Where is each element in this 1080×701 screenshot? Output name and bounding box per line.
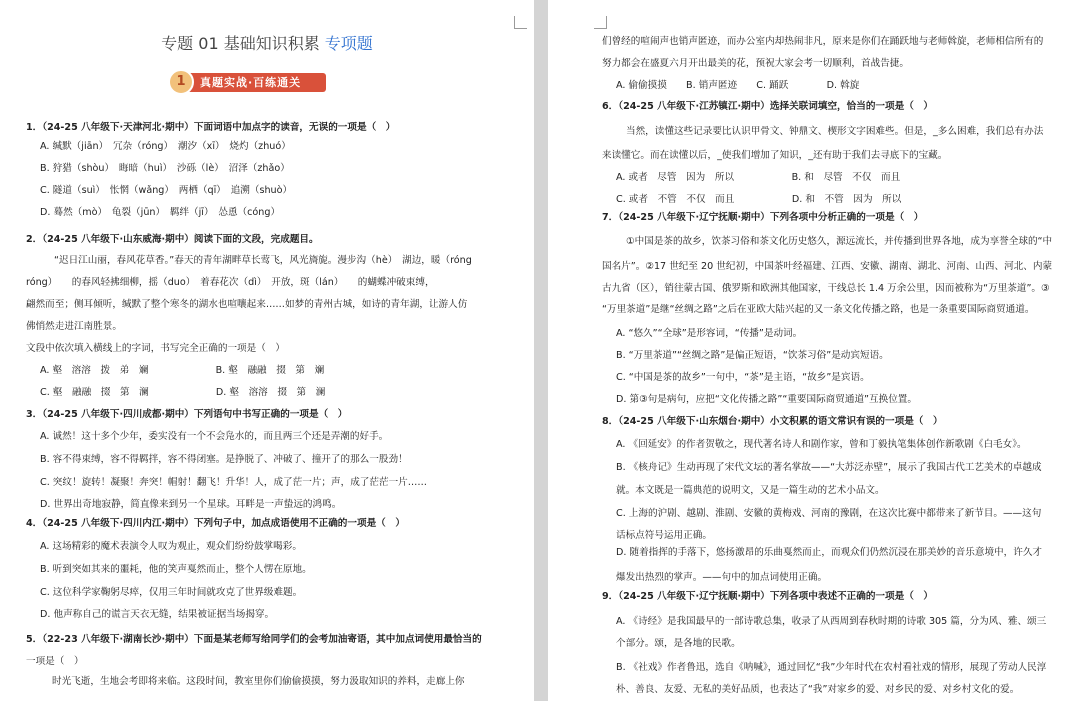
option-line: C. 隧道（suì） 怅惘（wǎng） 两栖（qī） 追溯（shuò） — [40, 185, 293, 196]
question-1: 1．（24-25 八年级下·天津河北·期中）下面词语中加点字的读音，无误的一项是（ ） — [26, 122, 396, 133]
question-2: 2．（24-25 八年级下·山东威海·期中）阅读下面的文段，完成题目。 — [26, 234, 319, 245]
option-line: A. 这场精彩的魔术表演令人叹为观止，观众们纷纷鼓掌喝彩。 — [40, 541, 302, 552]
option-line: A. 《回延安》的作者贺敬之，现代著名诗人和剧作家，曾和丁毅执笔集体创作新歌剧《白毛女》。 — [616, 439, 1027, 450]
right-document-page — [548, 0, 1080, 701]
passage-line: “迟日江山丽，春风花草香。”春天的青年湖畔草长莺飞，风光旖旎。漫步沟（hè） 湖边，暖（róng — [54, 255, 472, 266]
option-line: C. 上海的沪剧、越剧、淮剧、安徽的黄梅戏、河南的豫剧，在这次比赛中都带来了新节目。——这句 — [616, 508, 1042, 519]
passage-line: róng） 的春风轻拂细柳，摇（duo） 着春花次（dì） 开放，斑（lán） 的蝴蝶冲破束缚， — [26, 277, 435, 288]
option-line: B. 听到突如其来的噩耗，他的笑声戛然而止，整个人愣在原地。 — [40, 564, 312, 575]
question-9: 9．（24-25 八年级下·辽宁抚顺·期中）下列各项中表述不正确的一项是（ ） — [602, 591, 933, 602]
passage-line: 们曾经的喧闹声也销声匿迹，而办公室内却热闹非凡，原来是你们在踊跃地与老师斡旋，老师相信所有的 — [602, 36, 1044, 47]
passage-line: 当然，读懂这些记录要比认识甲骨文、钟鼎文、楔形文字困难些。但是，_多么困难，我们总有办法 — [626, 126, 1044, 137]
option-line: B. 容不得束缚，容不得羁拌，容不得闭塞。是挣脱了、冲破了、撞开了的那么一股劲！ — [40, 454, 408, 465]
option-line: D. 世界出奇地寂静，简直像来到另一个星球。耳畔是一声蛰远的鸿鸣。 — [40, 499, 342, 510]
banner-text: 真题实战·百练通关 — [200, 76, 302, 89]
passage-line: 国名片”。②17 世纪至 20 世纪初，中国茶叶经福建、江西、安徽、湖南、湖北、河南、山西、河北、内蒙 — [602, 261, 1053, 272]
question-prompt: 一项是（ ） — [26, 656, 84, 667]
section-banner — [168, 68, 328, 96]
option-line: A. 偷偷摸摸 B. 销声匿迹 C. 踊跃 D. 斡旋 — [616, 80, 860, 91]
option-line: 就。本文既是一篇典范的说明文，又是一篇生动的艺术小品文。 — [616, 485, 885, 496]
option-line: C. 壑 融融 掇 第 澜 D. 壑 溶溶 掇 第 澜 — [40, 387, 326, 398]
option-line: A. 诚然！这十多个少年，委实没有一个不会凫水的，而且两三个还是弄潮的好手。 — [40, 431, 389, 442]
page-title — [0, 31, 534, 54]
option-line: C. 突纹！旋转！凝聚！奔突！帽射！翻飞！升华！人，成了茫一片；声，成了茫茫一片…… — [40, 477, 427, 488]
option-line: 话标点符号运用正确。 — [616, 530, 712, 541]
question-7: 7．（24-25 八年级下·辽宁抚顺·期中）下列各项中分析正确的一项是（ ） — [602, 212, 924, 223]
option-line: A. 缄默（jiān） 冗杂（róng） 潮汐（xī） 烧灼（zhuó） — [40, 141, 291, 152]
option-line: A. 《诗经》是我国最早的一部诗歌总集，收录了从西周到春秋时期的诗歌 305 篇，分为风、雅、颂三 — [616, 616, 1047, 627]
crop-mark-top-right — [514, 16, 527, 29]
option-line: 朴、善良、友爱、无私的美好品质，也表达了“我”对家乡的爱、对乡民的爱、对乡村文化的爱。 — [616, 684, 1020, 695]
option-line: D. 他声称自己的谎言天衣无缝，结果被证据当场揭穿。 — [40, 609, 275, 620]
question-6: 6．（24-25 八年级下·江苏镇江·期中）选择关联词填空，恰当的一项是（ ） — [602, 101, 933, 112]
left-document-page — [0, 0, 534, 701]
option-line: A. 或者 尽管 因为 所以 B. 和 尽管 不仅 而且 — [616, 172, 901, 183]
option-line: C. 这位科学家鞠躬尽瘁，仅用三年时间就攻克了世界级难题。 — [40, 587, 303, 598]
passage-line: 时光飞逝，生地会考即将来临。这段时间，教室里你们偷偷摸摸，努力汲取知识的养料，走廊上你 — [52, 676, 465, 687]
option-line: A. “悠久”“全球”是形容词，“传播”是动词。 — [616, 328, 803, 339]
crop-mark-top-left — [594, 16, 607, 29]
option-line: B. “万里茶道”“丝绸之路”是偏正短语，“饮茶习俗”是动宾短语。 — [616, 350, 889, 361]
banner-number-badge: 1 — [168, 69, 194, 95]
option-line: B. 《社戏》作者鲁迅，选自《呐喊》，通过回忆“我”少年时代在农村看社戏的情形，展现了劳动人民淳 — [616, 662, 1047, 673]
passage-line: ①中国是茶的故乡，饮茶习俗和茶文化历史悠久，源远流长，并传播到世界各地，成为享誉全球的“中 — [626, 236, 1053, 247]
passage-line: 翩然而至；侧耳倾听，缄默了整个寒冬的湖水也喧嚷起来……如梦的青州古城，如诗的青年湖，让游人仿 — [26, 299, 468, 310]
option-line: C. 或者 不管 不仅 而且 D. 和 不管 因为 所以 — [616, 194, 902, 205]
question-3: 3．（24-25 八年级下·四川成都·期中）下列语句中书写正确的一项是（ ） — [26, 409, 348, 420]
passage-line: “万里茶道”是继“丝绸之路”之后在亚欧大陆兴起的又一条文化传播之路，也是一条重要国际商贸通道。 — [602, 304, 1035, 315]
passage-line: 来读懂它。而在读懂以后，_使我们增加了知识，_还有助于我们去寻底下的宝藏。 — [602, 150, 948, 161]
question-8: 8．（24-25 八年级下·山东烟台·期中）小文积累的语文常识有误的一项是（ ） — [602, 416, 943, 427]
option-line: D. 蓦然（mò） 龟裂（jūn） 羁绊（jī） 怂恿（cóng） — [40, 207, 281, 218]
option-line: B. 狩猎（shòu） 晦暗（huì） 沙砾（lè） 沼泽（zhǎo） — [40, 163, 290, 174]
option-line: 个部分。颂，是各地的民歌。 — [616, 638, 741, 649]
option-line: B. 《核舟记》生动再现了宋代文坛的著名掌故——“大苏泛赤壁”，展示了我国古代工艺美术的卓越成 — [616, 462, 1042, 473]
option-line: C. “中国是茶的故乡”一句中，“茶”是主语，“故乡”是宾语。 — [616, 372, 870, 383]
option-line: D. 随着指挥的手落下，悠扬激昂的乐曲戛然而止，而观众们仍然沉浸在那美妙的音乐意境中，许久才 — [616, 547, 1043, 558]
option-line: D. 第③句是病句，应把“文化传播之路”“重要国际商贸通道”互换位置。 — [616, 394, 917, 405]
question-4: 4．（24-25 八年级下·四川内江·期中）下列句子中，加点成语使用不正确的一项是（ ） — [26, 518, 405, 529]
passage-line: 佛悄然走进江南胜景。 — [26, 321, 122, 332]
option-line: 爆发出热烈的掌声。——句中的加点词使用正确。 — [616, 572, 828, 583]
passage-line: 古九省（区），销往蒙古国、俄罗斯和欧洲其他国家，干线总长 1.4 万余公里，因而被称为“万里茶道”。③ — [602, 283, 1050, 294]
passage-line: 努力都会在盛夏六月开出最美的花，预祝大家会考一切顺利，首战告捷。 — [602, 58, 909, 69]
option-line: A. 壑 溶溶 拨 弟 斓 B. 壑 融融 掇 第 斓 — [40, 365, 325, 376]
question-5: 5．（22-23 八年级下·湖南长沙·期中）下面是某老师写给同学们的会考加油寄语，其中加点词使用最恰当的 — [26, 634, 482, 645]
title-main: 专题 01 基础知识积累 — [161, 34, 325, 53]
question-prompt: 文段中依次填入横线上的字词，书写完全正确的一项是（ ） — [26, 343, 286, 354]
title-accent: 专项题 — [324, 34, 373, 53]
